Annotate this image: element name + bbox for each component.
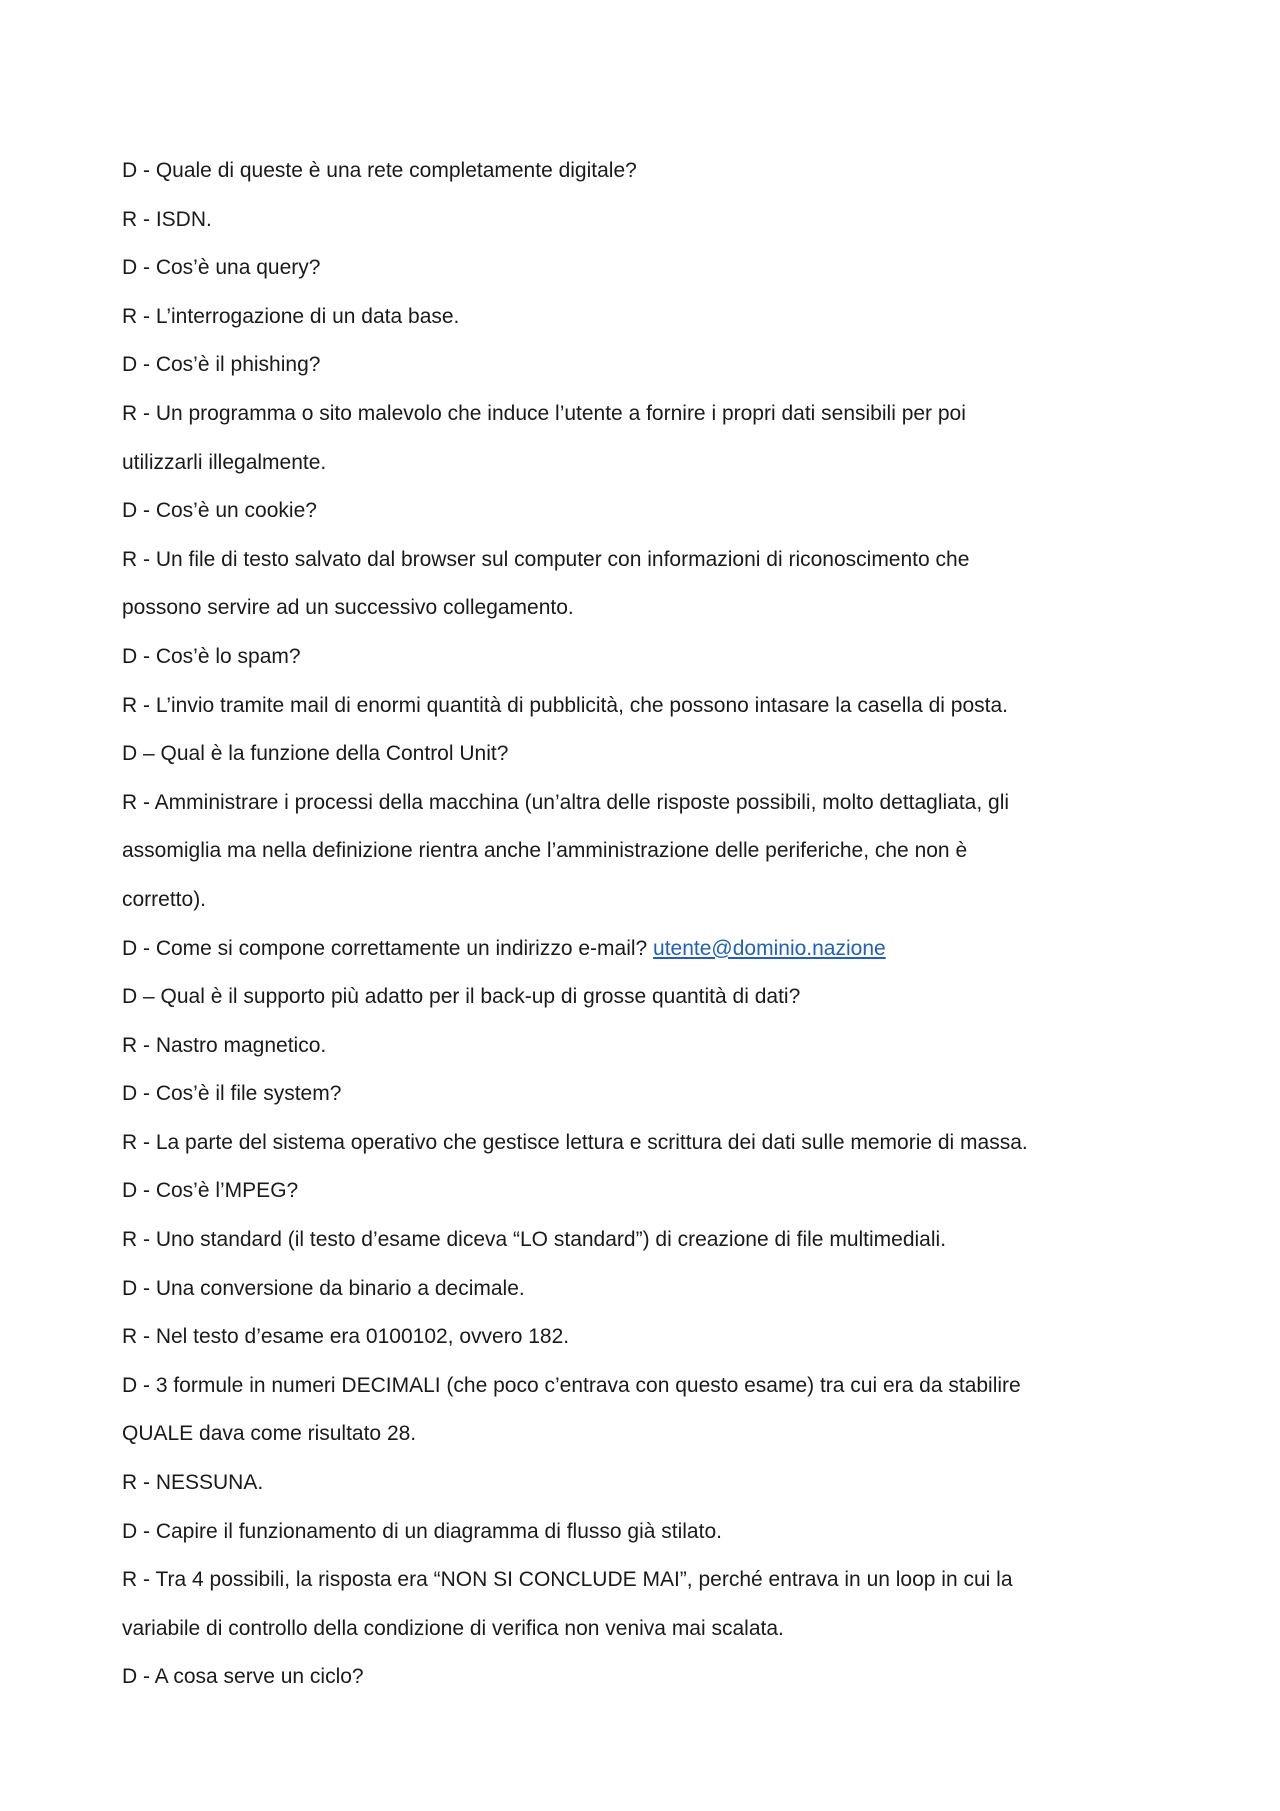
answer-continuation-line: assomiglia ma nella definizione rientra anche l’amministrazione delle periferiche, che non è [122,839,968,863]
question-line: D – Qual è il supporto più adatto per il back-up di grosse quantità di dati? [122,985,801,1009]
question-line: D - Cos’è lo spam? [122,644,301,668]
answer-continuation-line: variabile di controllo della condizione di verifica non veniva mai scalata. [122,1616,784,1640]
answer-line: R - Tra 4 possibili, la risposta era “NON SI CONCLUDE MAI”, perché entrava in un loop in cui la [122,1568,1013,1592]
answer-line: R - Uno standard (il testo d’esame diceva “LO standard”) di creazione di file multimediali. [122,1228,947,1252]
answer-line: R - NESSUNA. [122,1471,264,1495]
question-line: D - Quale di queste è una rete completamente digitale? [122,159,637,182]
answer-line: R - Nastro magnetico. [122,1033,327,1057]
answer-line: R - La parte del sistema operativo che gestisce lettura e scrittura dei dati sulle memorie di massa. [122,1130,1028,1154]
answer-continuation-line: possono servire ad un successivo collegamento. [122,596,574,620]
answer-line: R - Un programma o sito malevolo che induce l’utente a fornire i propri dati sensibili per poi [122,401,966,425]
question-continuation-line: QUALE dava come risultato 28. [122,1422,417,1446]
question-line: D - Cos’è il phishing? [122,353,321,377]
email-link[interactable]: utente@dominio.nazione [653,936,886,960]
answer-line: R - ISDN. [122,207,212,231]
question-line: D - Cos’è il file system? [122,1082,342,1106]
answer-line: R - Nel testo d’esame era 0100102, ovvero 182. [122,1325,570,1349]
answer-line: R - Un file di testo salvato dal browser sul computer con informazioni di riconoscimento che [122,547,970,571]
question-line: D - Una conversione da binario a decimale. [122,1276,525,1300]
question-line: D - Cos’è un cookie? [122,499,317,523]
answer-line: R - L’invio tramite mail di enormi quantità di pubblicità, che possono intasare la casella di posta. [122,693,1008,717]
question-line-with-email [122,925,1122,974]
question-line: D - Cos’è una query? [122,256,321,280]
answer-continuation-line: corretto). [122,887,207,911]
question-text: D - Come si compone correttamente un indirizzo e-mail? [122,936,654,960]
question-line: D - A cosa serve un ciclo? [122,1665,364,1689]
question-line: D - 3 formule in numeri DECIMALI (che poco c’entrava con questo esame) tra cui era da stabilire [122,1373,1021,1397]
answer-line: R - Amministrare i processi della macchina (un’altra delle risposte possibili, molto dettagliata, gli [122,790,1010,814]
question-line: D - Cos’è l’MPEG? [122,1179,299,1203]
answer-line: R - L’interrogazione di un data base. [122,304,460,328]
question-line: D - Capire il funzionamento di un diagramma di flusso già stilato. [122,1519,722,1543]
answer-continuation-line: utilizzarli illegalmente. [122,450,327,474]
question-line: D – Qual è la funzione della Control Unit? [122,742,509,766]
document-body [122,147,1122,1702]
